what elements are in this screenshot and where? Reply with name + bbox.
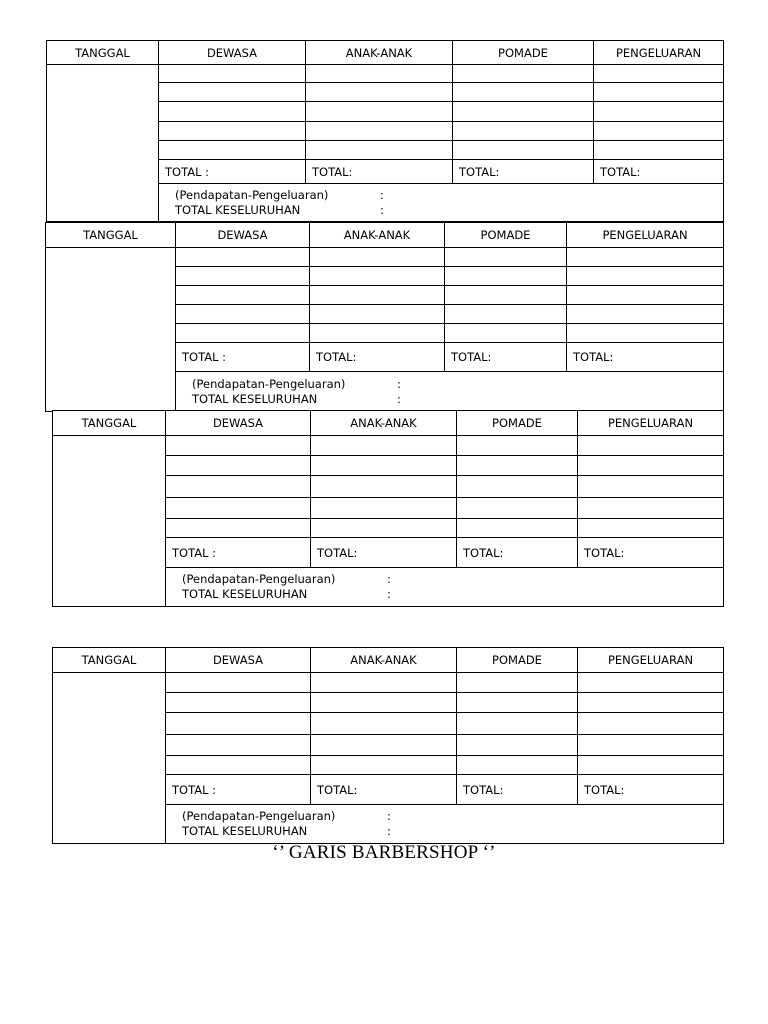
pomade-entry-cell[interactable]: [457, 756, 578, 775]
header-dewasa: DEWASA: [176, 223, 310, 248]
pomade-entry-cell[interactable]: [457, 713, 578, 735]
pomade-entry-cell[interactable]: [445, 248, 567, 267]
pengeluaran-entry-cell[interactable]: [567, 324, 724, 343]
pengeluaran-entry-cell[interactable]: [578, 693, 724, 713]
total-pomade: TOTAL:: [457, 775, 578, 805]
header-pengeluaran: PENGELUARAN: [578, 648, 724, 673]
header-pomade: POMADE: [445, 223, 567, 248]
pengeluaran-entry-cell[interactable]: [594, 122, 724, 141]
dewasa-entry-cell[interactable]: [159, 83, 306, 102]
dewasa-entry-cell[interactable]: [166, 519, 311, 538]
total-anak-anak: TOTAL:: [310, 343, 445, 372]
total-anak-anak: TOTAL:: [306, 160, 453, 184]
summary-cell: [176, 372, 724, 412]
dewasa-entry-cell[interactable]: [166, 693, 311, 713]
dewasa-entry-cell[interactable]: [166, 498, 311, 519]
pomade-entry-cell[interactable]: [457, 693, 578, 713]
header-row: [53, 648, 724, 673]
dewasa-entry-cell[interactable]: [176, 248, 310, 267]
dewasa-entry-cell[interactable]: [166, 756, 311, 775]
entry-row: [53, 673, 724, 693]
pengeluaran-entry-cell[interactable]: [578, 713, 724, 735]
pomade-entry-cell[interactable]: [445, 324, 567, 343]
dewasa-entry-cell[interactable]: [166, 476, 311, 498]
dewasa-entry-cell[interactable]: [176, 324, 310, 343]
anak-entry-cell[interactable]: [311, 713, 457, 735]
dewasa-entry-cell[interactable]: [166, 436, 311, 456]
total-pomade: TOTAL:: [445, 343, 567, 372]
pengeluaran-entry-cell[interactable]: [578, 519, 724, 538]
header-row: [46, 223, 724, 248]
total-dewasa: TOTAL :: [159, 160, 306, 184]
anak-entry-cell[interactable]: [311, 673, 457, 693]
anak-entry-cell[interactable]: [311, 693, 457, 713]
header-row: [53, 411, 724, 436]
summary-line-net: [175, 188, 723, 203]
header-pengeluaran: PENGELUARAN: [578, 411, 724, 436]
header-pengeluaran: PENGELUARAN: [567, 223, 724, 248]
dewasa-entry-cell[interactable]: [159, 102, 306, 122]
summary-cell: [159, 184, 724, 222]
header-anak-anak: ANAK-ANAK: [311, 411, 457, 436]
dewasa-entry-cell[interactable]: [159, 141, 306, 160]
pomade-entry-cell[interactable]: [457, 519, 578, 538]
anak-entry-cell[interactable]: [311, 476, 457, 498]
dewasa-entry-cell[interactable]: [166, 673, 311, 693]
dewasa-entry-cell[interactable]: [159, 65, 306, 83]
pomade-entry-cell[interactable]: [457, 673, 578, 693]
date-cell[interactable]: [47, 65, 159, 222]
summary-line-total: [182, 824, 723, 839]
pomade-entry-cell[interactable]: [453, 141, 594, 160]
pengeluaran-entry-cell[interactable]: [578, 476, 724, 498]
summary-total-label: TOTAL KESELURUHAN: [175, 202, 301, 217]
pengeluaran-entry-cell[interactable]: [594, 141, 724, 160]
pengeluaran-entry-cell[interactable]: [578, 498, 724, 519]
ledger-table-4: [52, 647, 724, 844]
anak-entry-cell[interactable]: [311, 756, 457, 775]
anak-entry-cell[interactable]: [310, 286, 445, 305]
summary-total-colon: :: [380, 202, 384, 217]
header-pengeluaran: PENGELUARAN: [594, 41, 724, 65]
header-pomade: POMADE: [457, 648, 578, 673]
summary-total-colon: :: [387, 824, 391, 838]
pomade-entry-cell[interactable]: [445, 305, 567, 324]
summary-line-total: [192, 392, 723, 407]
anak-entry-cell[interactable]: [306, 83, 453, 102]
pengeluaran-entry-cell[interactable]: [578, 673, 724, 693]
header-dewasa: DEWASA: [166, 648, 311, 673]
total-pomade: TOTAL:: [457, 538, 578, 568]
summary-net-label: (Pendapatan-Pengeluaran): [182, 572, 336, 586]
total-pengeluaran: TOTAL:: [578, 775, 724, 805]
anak-entry-cell[interactable]: [311, 735, 457, 756]
anak-entry-cell[interactable]: [310, 267, 445, 286]
total-anak-anak: TOTAL:: [311, 538, 457, 568]
summary-total-label: TOTAL KESELURUHAN: [182, 824, 308, 838]
pengeluaran-entry-cell[interactable]: [594, 102, 724, 122]
date-cell[interactable]: [53, 673, 166, 844]
total-anak-anak: TOTAL:: [311, 775, 457, 805]
dewasa-entry-cell[interactable]: [166, 456, 311, 476]
header-tanggal: TANGGAL: [46, 223, 176, 248]
header-pomade: POMADE: [457, 411, 578, 436]
pengeluaran-entry-cell[interactable]: [578, 735, 724, 756]
pomade-entry-cell[interactable]: [445, 286, 567, 305]
summary-cell: [166, 568, 724, 607]
header-anak-anak: ANAK-ANAK: [310, 223, 445, 248]
pomade-entry-cell[interactable]: [457, 735, 578, 756]
total-dewasa: TOTAL :: [166, 775, 311, 805]
summary-net-label: (Pendapatan-Pengeluaran): [192, 376, 346, 391]
header-pomade: POMADE: [453, 41, 594, 65]
anak-entry-cell[interactable]: [311, 519, 457, 538]
header-anak-anak: ANAK-ANAK: [306, 41, 453, 65]
pomade-entry-cell[interactable]: [453, 122, 594, 141]
header-dewasa: DEWASA: [166, 411, 311, 436]
pengeluaran-entry-cell[interactable]: [567, 267, 724, 286]
entry-row: [47, 65, 724, 83]
summary-line-net: [182, 809, 723, 824]
header-dewasa: DEWASA: [159, 41, 306, 65]
header-tanggal: TANGGAL: [53, 411, 166, 436]
header-tanggal: TANGGAL: [47, 41, 159, 65]
summary-total-label: TOTAL KESELURUHAN: [182, 587, 308, 601]
summary-line-net: [182, 572, 723, 587]
total-dewasa: TOTAL :: [166, 538, 311, 568]
pengeluaran-entry-cell[interactable]: [567, 305, 724, 324]
summary-total-colon: :: [387, 587, 391, 601]
summary-net-colon: :: [397, 376, 401, 391]
date-cell[interactable]: [53, 436, 166, 607]
pengeluaran-entry-cell[interactable]: [567, 286, 724, 305]
anak-entry-cell[interactable]: [306, 122, 453, 141]
total-pengeluaran: TOTAL:: [567, 343, 724, 372]
pomade-entry-cell[interactable]: [457, 436, 578, 456]
entry-row: [53, 436, 724, 456]
summary-line-total: [182, 587, 723, 602]
dewasa-entry-cell[interactable]: [166, 735, 311, 756]
header-anak-anak: ANAK-ANAK: [311, 648, 457, 673]
anak-entry-cell[interactable]: [310, 305, 445, 324]
anak-entry-cell[interactable]: [311, 498, 457, 519]
ledger-table-3: [52, 410, 724, 607]
summary-net-colon: :: [387, 809, 391, 823]
pengeluaran-entry-cell[interactable]: [594, 65, 724, 83]
pomade-entry-cell[interactable]: [453, 102, 594, 122]
dewasa-entry-cell[interactable]: [176, 305, 310, 324]
summary-line-net: [192, 377, 723, 392]
summary-line-total: [175, 203, 723, 218]
anak-entry-cell[interactable]: [310, 324, 445, 343]
header-tanggal: TANGGAL: [53, 648, 166, 673]
summary-net-colon: :: [387, 572, 391, 586]
pengeluaran-entry-cell[interactable]: [567, 248, 724, 267]
pomade-entry-cell[interactable]: [453, 65, 594, 83]
entry-row: [46, 248, 724, 267]
total-dewasa: TOTAL :: [176, 343, 310, 372]
pengeluaran-entry-cell[interactable]: [578, 756, 724, 775]
pomade-entry-cell[interactable]: [457, 476, 578, 498]
summary-total-label: TOTAL KESELURUHAN: [192, 391, 318, 406]
footer-title: ‘’ GARIS BARBERSHOP ‘’: [272, 842, 496, 863]
summary-total-colon: :: [397, 391, 401, 406]
ledger-table-1: [46, 40, 724, 222]
dewasa-entry-cell[interactable]: [166, 713, 311, 735]
anak-entry-cell[interactable]: [311, 436, 457, 456]
anak-entry-cell[interactable]: [311, 456, 457, 476]
summary-net-colon: :: [380, 187, 384, 202]
pengeluaran-entry-cell[interactable]: [594, 83, 724, 102]
dewasa-entry-cell[interactable]: [159, 122, 306, 141]
pengeluaran-entry-cell[interactable]: [578, 456, 724, 476]
summary-net-label: (Pendapatan-Pengeluaran): [182, 809, 336, 823]
header-row: [47, 41, 724, 65]
anak-entry-cell[interactable]: [310, 248, 445, 267]
anak-entry-cell[interactable]: [306, 65, 453, 83]
pengeluaran-entry-cell[interactable]: [578, 436, 724, 456]
pomade-entry-cell[interactable]: [453, 83, 594, 102]
dewasa-entry-cell[interactable]: [176, 267, 310, 286]
total-pengeluaran: TOTAL:: [594, 160, 724, 184]
pomade-entry-cell[interactable]: [457, 498, 578, 519]
pomade-entry-cell[interactable]: [445, 267, 567, 286]
summary-net-label: (Pendapatan-Pengeluaran): [175, 187, 329, 202]
date-cell[interactable]: [46, 248, 176, 412]
anak-entry-cell[interactable]: [306, 102, 453, 122]
total-pomade: TOTAL:: [453, 160, 594, 184]
total-pengeluaran: TOTAL:: [578, 538, 724, 568]
summary-cell: [166, 805, 724, 844]
ledger-table-2: [45, 222, 724, 412]
anak-entry-cell[interactable]: [306, 141, 453, 160]
dewasa-entry-cell[interactable]: [176, 286, 310, 305]
pomade-entry-cell[interactable]: [457, 456, 578, 476]
